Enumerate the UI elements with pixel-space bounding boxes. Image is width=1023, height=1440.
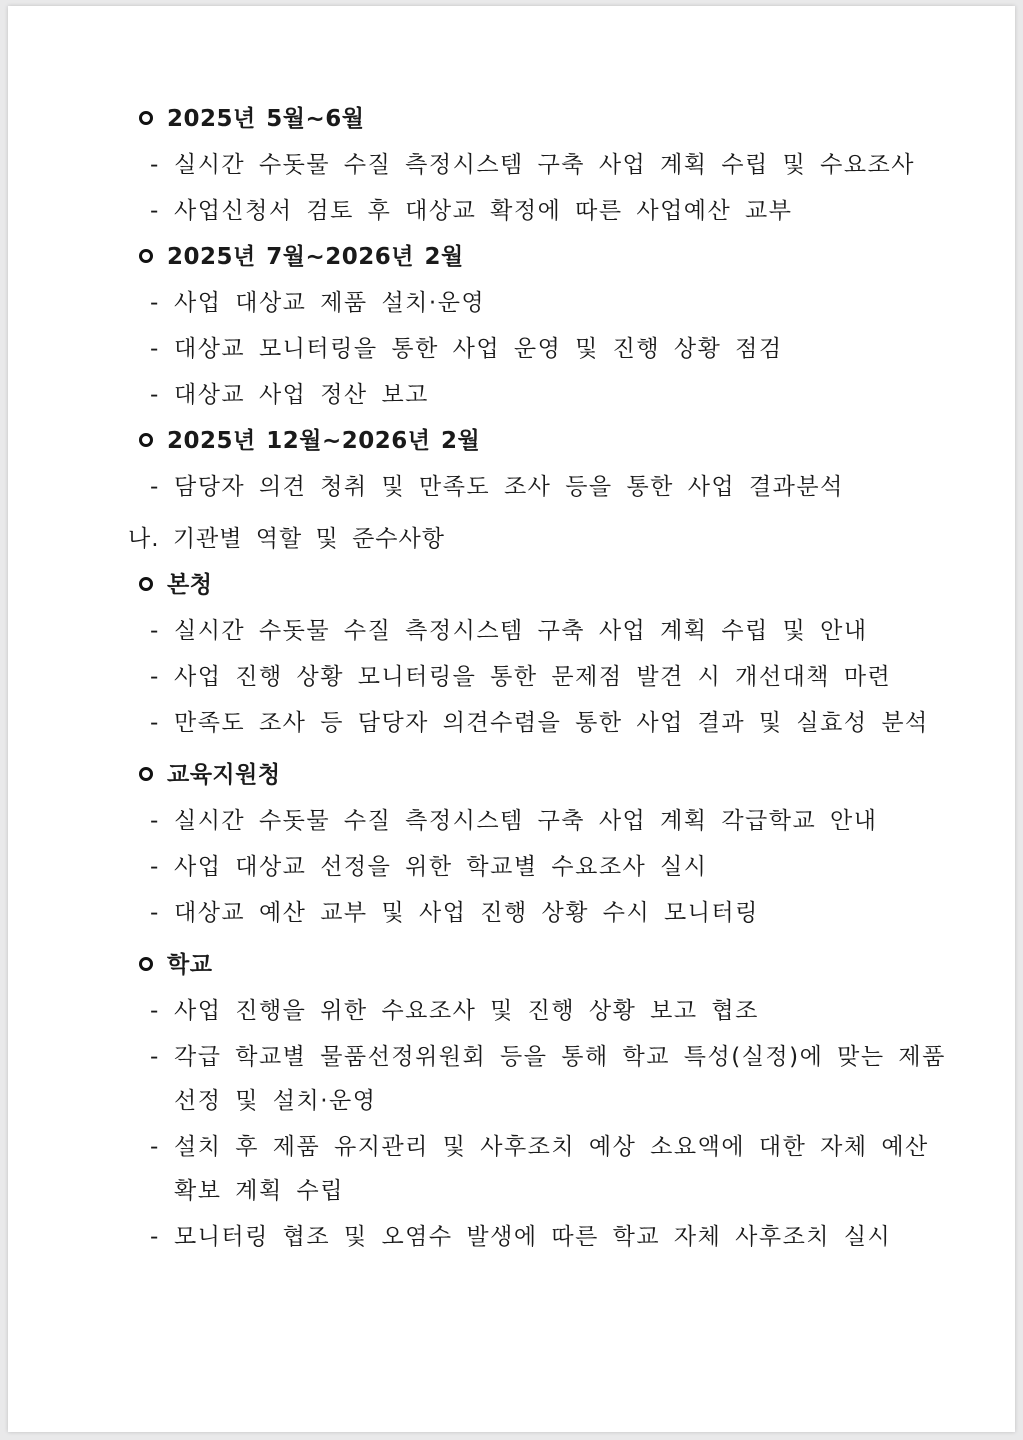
list-item: - 대상교 모니터링을 통한 사업 운영 및 진행 상황 점검	[150, 336, 783, 362]
schedule-heading: 2025년 7월~2026년 2월	[139, 242, 464, 272]
list-item: - 실시간 수돗물 수질 측정시스템 구축 사업 계획 수립 및 수요조사	[150, 152, 915, 178]
list-item: - 대상교 사업 정산 보고	[150, 382, 429, 408]
circle-bullet-icon	[139, 957, 153, 971]
circle-bullet-icon	[139, 767, 153, 781]
list-item: - 사업 진행을 위한 수요조사 및 진행 상황 보고 협조	[150, 998, 759, 1024]
list-item: - 담당자 의견 청취 및 만족도 조사 등을 통한 사업 결과분석	[150, 474, 844, 500]
circle-bullet-icon	[139, 249, 153, 263]
list-item-continuation: 확보 계획 수립	[174, 1178, 344, 1204]
list-item: - 실시간 수돗물 수질 측정시스템 구축 사업 계획 수립 및 안내	[150, 618, 868, 644]
list-item: - 설치 후 제품 유지관리 및 사후조치 예상 소요액에 대한 자체 예산	[150, 1134, 929, 1160]
document-page	[8, 6, 1015, 1432]
schedule-heading: 2025년 12월~2026년 2월	[139, 426, 480, 456]
list-item-continuation: 선정 및 설치·운영	[174, 1088, 377, 1114]
list-item: - 각급 학교별 물품선정위원회 등을 통해 학교 특성(실정)에 맞는 제품	[150, 1044, 946, 1070]
role-heading: 본청	[139, 570, 212, 600]
list-item: - 사업신청서 검토 후 대상교 확정에 따른 사업예산 교부	[150, 198, 793, 224]
list-item: - 만족도 조사 등 담당자 의견수렴을 통한 사업 결과 및 실효성 분석	[150, 710, 929, 736]
circle-bullet-icon	[139, 577, 153, 591]
circle-bullet-icon	[139, 433, 153, 447]
role-heading: 교육지원청	[139, 760, 281, 790]
list-item: - 대상교 예산 교부 및 사업 진행 상황 수시 모니터링	[150, 900, 759, 926]
list-item: - 사업 대상교 선정을 위한 학교별 수요조사 실시	[150, 854, 708, 880]
list-item: - 실시간 수돗물 수질 측정시스템 구축 사업 계획 각급학교 안내	[150, 808, 878, 834]
circle-bullet-icon	[139, 111, 153, 125]
list-item: - 사업 대상교 제품 설치·운영	[150, 290, 486, 316]
list-item: - 모니터링 협조 및 오염수 발생에 따른 학교 자체 사후조치 실시	[150, 1224, 892, 1250]
section-title: 나. 기관별 역할 및 준수사항	[128, 526, 445, 552]
list-item: - 사업 진행 상황 모니터링을 통한 문제점 발견 시 개선대책 마련	[150, 664, 892, 690]
role-heading: 학교	[139, 950, 212, 980]
schedule-heading: 2025년 5월~6월	[139, 104, 364, 134]
